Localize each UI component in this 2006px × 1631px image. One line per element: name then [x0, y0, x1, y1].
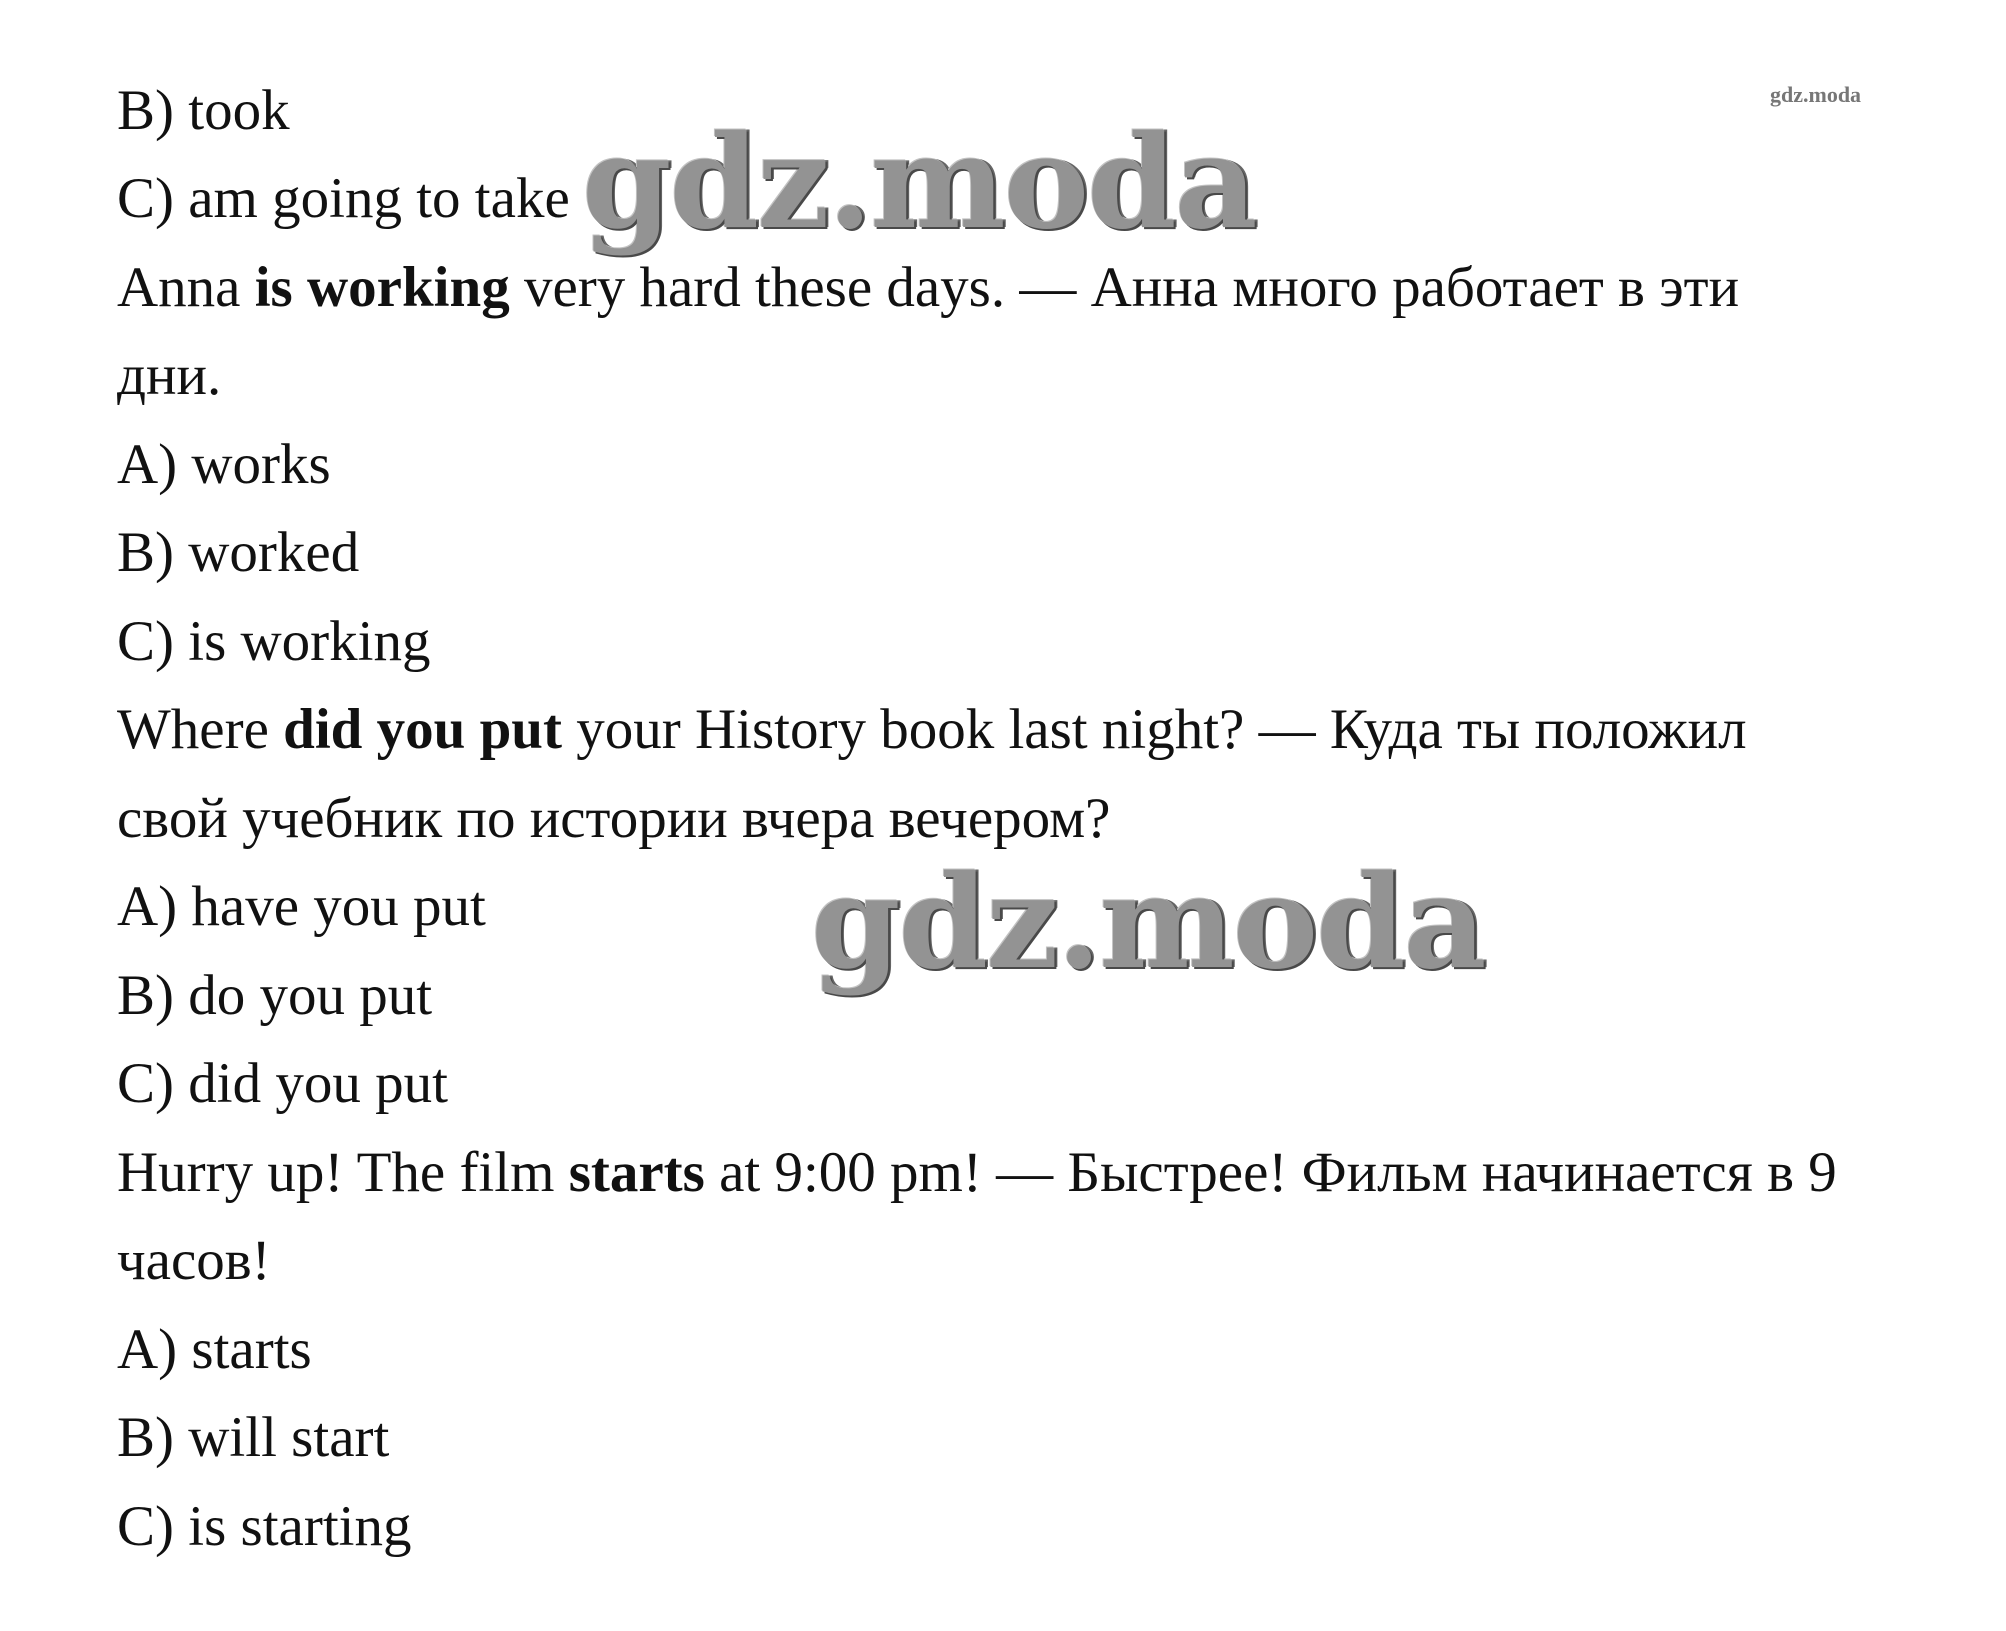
option-line: A) have you put [117, 875, 486, 938]
sentence-text: your History book last night? — Куда ты положил [561, 698, 1747, 761]
sentence-line [117, 1138, 1837, 1208]
option-line: B) worked [117, 521, 360, 584]
highlighted-verb: starts [568, 1141, 705, 1204]
watermark-small: gdz.moda [1770, 82, 1862, 107]
highlighted-verb: did you put [283, 698, 562, 761]
highlighted-verb: is working [254, 256, 510, 319]
sentence-line: свой учебник по истории вчера вечером? [117, 787, 1111, 850]
sentence-text: Hurry up! The film [117, 1141, 569, 1204]
sentence-text: Where [117, 698, 284, 761]
option-line: C) is working [117, 610, 431, 673]
sentence-text: very hard these days. — Анна много работает в эти [509, 256, 1740, 319]
watermark-large: gdz.moda [811, 848, 1485, 998]
option-line: C) did you put [117, 1052, 448, 1115]
sentence-text: Anna [117, 256, 255, 319]
sentence-text: at 9:00 pm! — Быстрее! Фильм начинается в 9 [704, 1141, 1837, 1204]
sentence-line [117, 253, 1739, 323]
option-line: B) took [117, 79, 290, 142]
sentence-line: дни. [117, 344, 222, 407]
option-line: A) works [117, 433, 331, 496]
option-line: C) is starting [117, 1495, 412, 1558]
option-line: A) starts [117, 1318, 312, 1381]
option-line: B) will start [117, 1406, 390, 1469]
option-line: C) am going to take [117, 167, 570, 230]
watermark-large: gdz.moda [582, 108, 1256, 258]
option-line: B) do you put [117, 964, 433, 1027]
sentence-line: часов! [117, 1229, 271, 1292]
sentence-line [117, 695, 1747, 765]
